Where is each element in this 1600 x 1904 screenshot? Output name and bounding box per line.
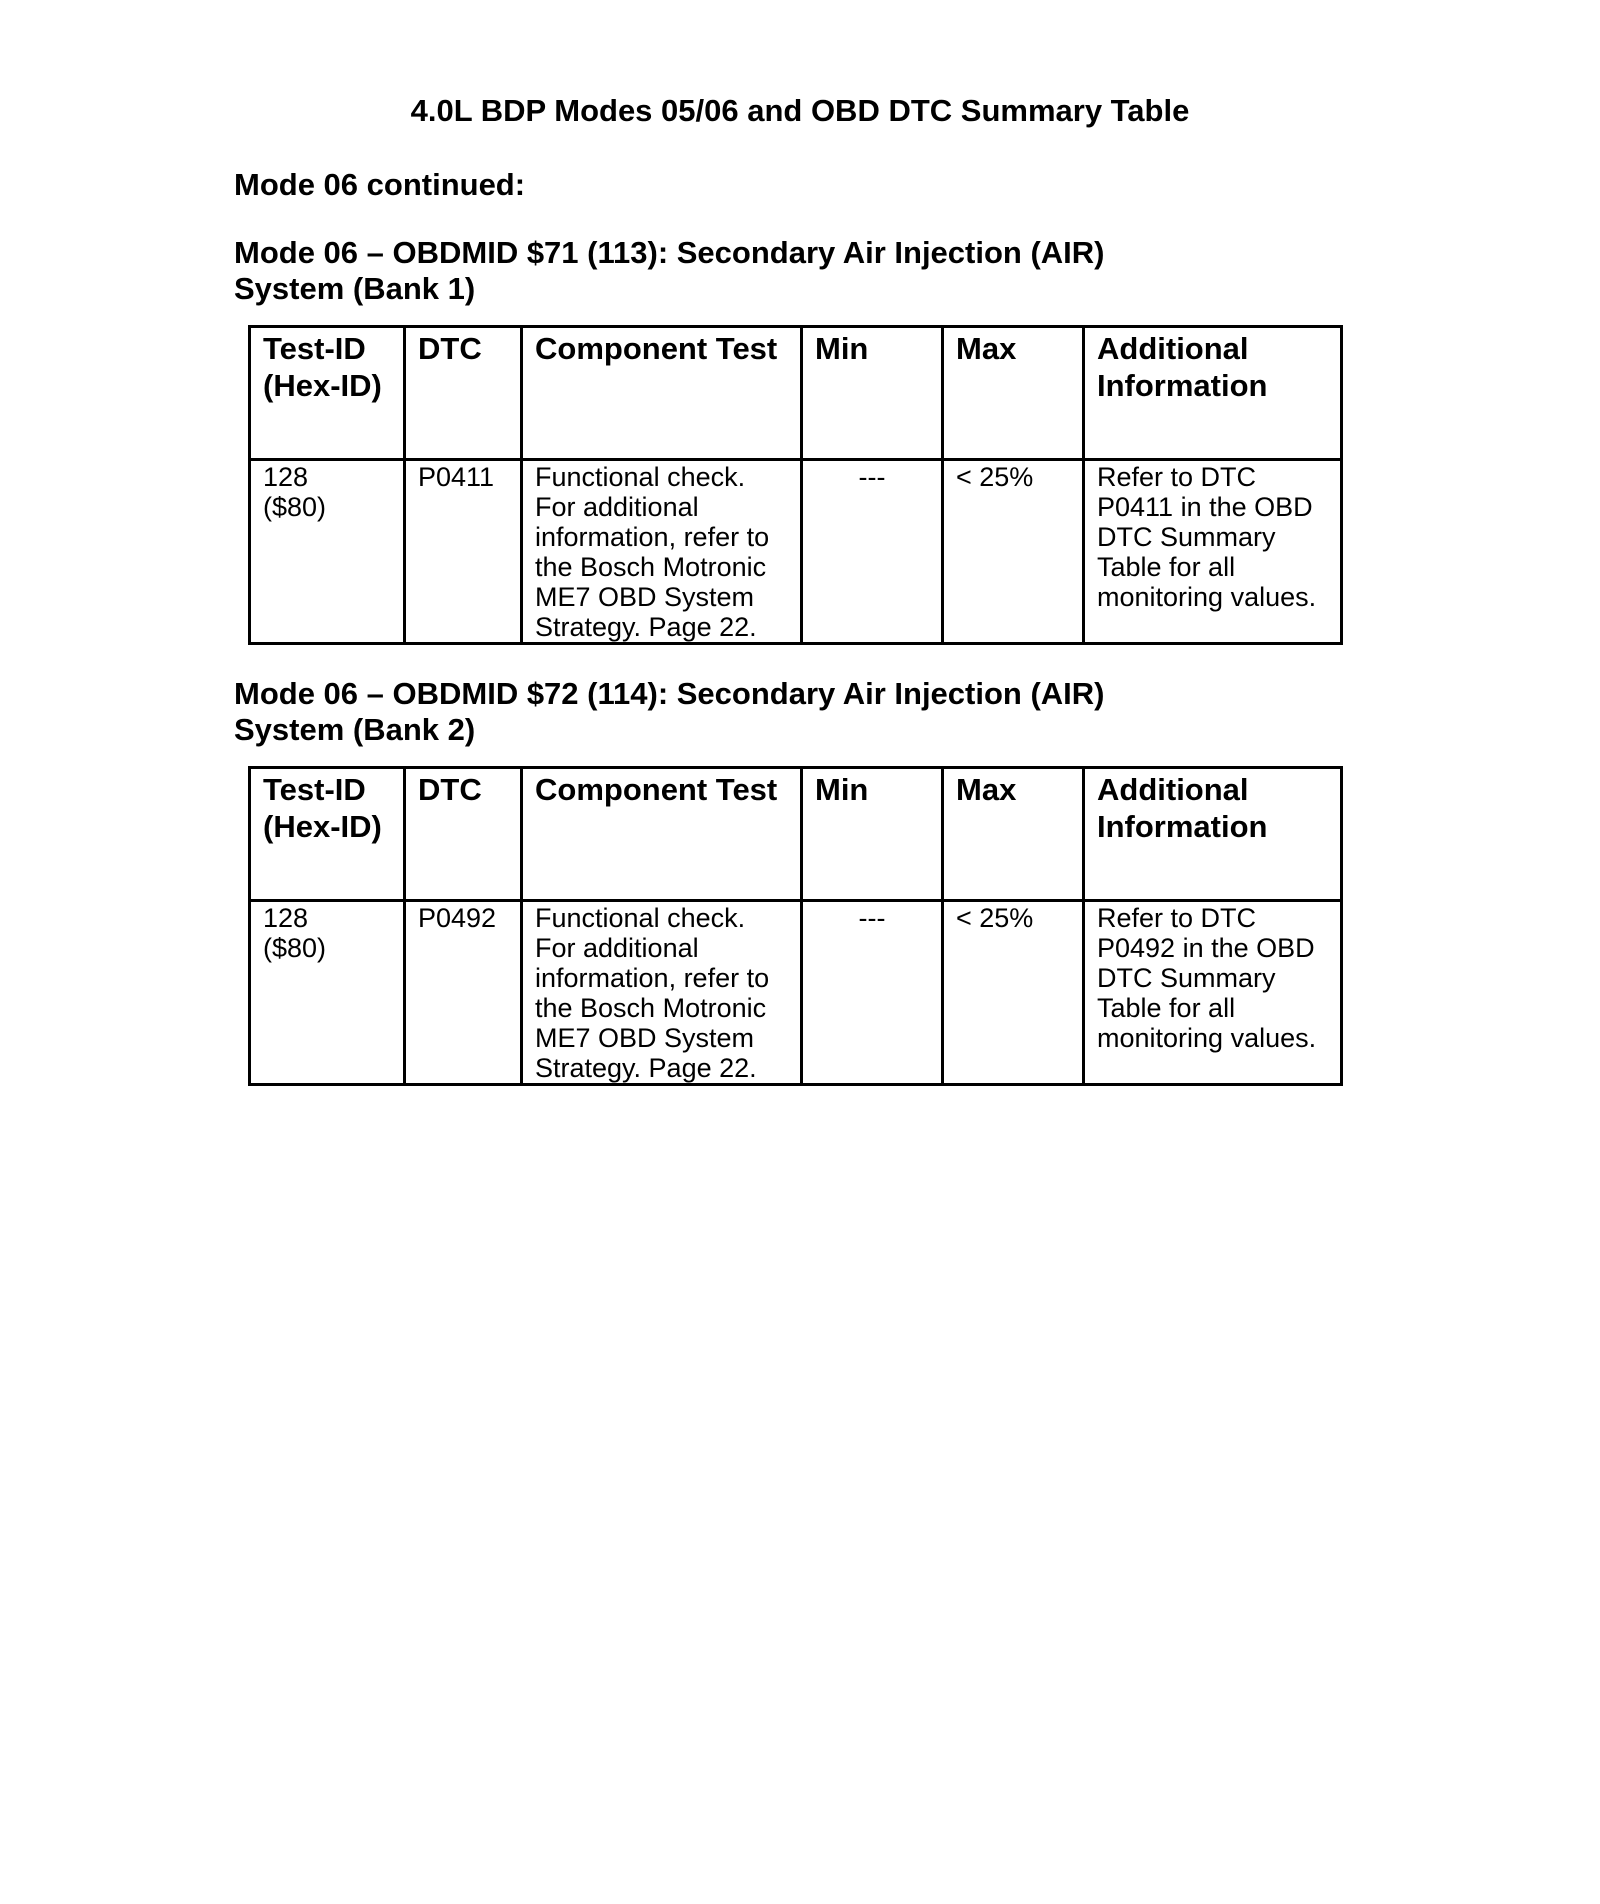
header-dtc: DTC — [405, 768, 522, 901]
header-additional-info: Additional Information — [1084, 768, 1342, 901]
section-bank-2 — [234, 676, 1364, 1086]
header-dtc: DTC — [405, 327, 522, 460]
section-heading-line1: Mode 06 – OBDMID $72 (114): Secondary Air Injection (AIR) — [234, 676, 1105, 711]
table-header-row — [250, 327, 1342, 460]
page-title: 4.0L BDP Modes 05/06 and OBD DTC Summary Table — [410, 93, 1190, 128]
section-heading-line2: System (Bank 2) — [234, 712, 476, 747]
header-component-test: Component Test — [522, 768, 802, 901]
cell-min: --- — [802, 901, 943, 1085]
section-heading — [234, 676, 1364, 748]
test-id-decimal: 128 — [263, 462, 309, 492]
section-heading-line1: Mode 06 – OBDMID $71 (113): Secondary Air Injection (AIR) — [234, 235, 1105, 270]
header-min: Min — [802, 768, 943, 901]
cell-test-id — [250, 901, 405, 1085]
mode06-table — [248, 766, 1343, 1086]
table-row — [250, 460, 1342, 644]
header-test-id: Test-ID (Hex-ID) — [250, 768, 405, 901]
header-max: Max — [943, 768, 1084, 901]
table-header-row — [250, 768, 1342, 901]
cell-max: < 25% — [943, 460, 1084, 644]
section-heading — [234, 235, 1364, 307]
cell-component-test: Functional check. For additional information, refer to the Bosch Motronic ME7 OBD System Strategy. Page 22. — [522, 901, 802, 1085]
cell-additional-info: Refer to DTC P0492 in the OBD DTC Summary Table for all monitoring values. — [1084, 901, 1342, 1085]
section-bank-1 — [234, 235, 1364, 645]
cell-max: < 25% — [943, 901, 1084, 1085]
cell-dtc: P0411 — [405, 460, 522, 644]
table-row — [250, 901, 1342, 1085]
section-heading-line2: System (Bank 1) — [234, 271, 476, 306]
cell-component-test: Functional check. For additional information, refer to the Bosch Motronic ME7 OBD System Strategy. Page 22. — [522, 460, 802, 644]
intro-text: Mode 06 continued: — [234, 167, 526, 202]
header-additional-info: Additional Information — [1084, 327, 1342, 460]
mode06-table — [248, 325, 1343, 645]
header-min: Min — [802, 327, 943, 460]
header-component-test: Component Test — [522, 327, 802, 460]
test-id-hex: ($80) — [263, 933, 327, 963]
test-id-hex: ($80) — [263, 492, 327, 522]
cell-test-id — [250, 460, 405, 644]
header-max: Max — [943, 327, 1084, 460]
header-test-id: Test-ID (Hex-ID) — [250, 327, 405, 460]
test-id-decimal: 128 — [263, 903, 309, 933]
cell-dtc: P0492 — [405, 901, 522, 1085]
cell-min: --- — [802, 460, 943, 644]
cell-additional-info: Refer to DTC P0411 in the OBD DTC Summary Table for all monitoring values. — [1084, 460, 1342, 644]
